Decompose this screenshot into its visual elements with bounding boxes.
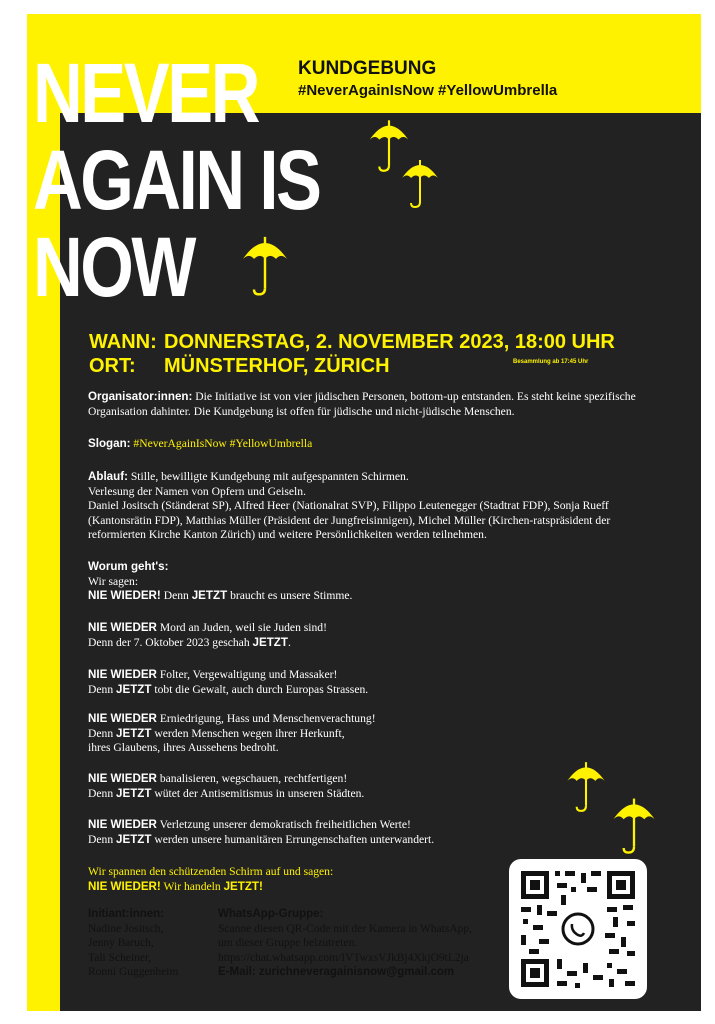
- qr-code[interactable]: [509, 859, 647, 999]
- block-text: Denn: [88, 832, 114, 846]
- kundgebung-title: KUNDGEBUNG: [298, 58, 437, 79]
- block-text: wütet der Antisemitismus in unseren Städten.: [154, 786, 365, 800]
- qr-code-image: [509, 859, 647, 999]
- nie-wieder-block: [88, 818, 648, 847]
- block-text: Denn: [88, 682, 114, 696]
- organizers-section: [88, 390, 648, 419]
- worum-label: Worum geht's:: [88, 560, 169, 573]
- initiator-name: Tali Scheiner,: [88, 951, 152, 964]
- initiator-name: Jenny Baruch,: [88, 937, 154, 950]
- nie-wieder-text: NIE WIEDER: [88, 772, 157, 785]
- worum-line: Wir sagen:: [88, 574, 139, 588]
- jetzt-text: JETZT: [252, 635, 288, 649]
- initiators-label: Initiant:innen:: [88, 908, 165, 920]
- wordmark-line: NEVER: [33, 46, 259, 140]
- block-text: Denn der 7. Oktober 2023 geschah: [88, 635, 250, 649]
- block-text: Denn: [88, 786, 114, 800]
- slogan-label: Slogan:: [88, 437, 131, 450]
- whatsapp-text: Scanne diesen QR-Code mit der Kamera in WhatsApp,: [218, 922, 472, 935]
- poster: [27, 14, 701, 1011]
- nie-wieder-text: NIE WIEDER!: [88, 879, 161, 893]
- gather-time: Besammlung ab 17:45 Uhr: [513, 359, 589, 365]
- block-text: Verletzung unserer demokratisch freiheitlichen Werte!: [159, 818, 411, 831]
- closing-section: [88, 865, 488, 894]
- nie-wieder-text: NIE WIEDER: [88, 668, 157, 681]
- ablauf-label: Ablauf:: [88, 470, 128, 483]
- closing-text: Wir handeln: [163, 879, 221, 893]
- ablauf-section: [88, 470, 648, 543]
- jetzt-text: JETZT: [116, 682, 152, 696]
- block-text: Folter, Vergewaltigung und Massaker!: [159, 668, 338, 681]
- wordmark-line: NOW: [33, 220, 194, 314]
- whatsapp-section: [218, 907, 508, 980]
- nie-wieder-block: [88, 621, 648, 650]
- jetzt-text: JETZT!: [223, 879, 263, 893]
- block-text: Mord an Juden, weil sie Juden sind!: [159, 621, 327, 634]
- whatsapp-icon: [563, 914, 593, 944]
- nie-wieder-text: NIE WIEDER!: [88, 589, 161, 603]
- event-info: [89, 330, 615, 378]
- umbrella-icon: [400, 156, 440, 210]
- block-text: Erniedrigung, Hass und Menschenverachtung!: [159, 712, 376, 725]
- ort-label: ORT:: [89, 355, 136, 377]
- slogan-text: #NeverAgainIsNow #YellowUmbrella: [133, 437, 313, 450]
- worum-text: braucht es unsere Stimme.: [230, 589, 353, 603]
- jetzt-text: JETZT: [191, 589, 228, 603]
- block-text: werden Menschen wegen ihrer Herkunft,: [154, 726, 345, 740]
- organizers-label: Organisator:innen:: [88, 390, 193, 403]
- ablauf-line: Verlesung der Namen von Opfern und Geiseln.: [88, 484, 306, 498]
- nie-wieder-text: NIE WIEDER: [88, 818, 157, 831]
- wann-label: WANN:: [89, 331, 157, 353]
- block-text: banalisieren, wegschauen, rechtfertigen!: [159, 772, 348, 785]
- event-place: MÜNSTERHOF, ZÜRICH: [164, 355, 390, 377]
- nie-wieder-block: [88, 712, 648, 756]
- umbrella-icon: [240, 232, 290, 298]
- worum-text: Denn: [163, 589, 189, 603]
- ablauf-line: Stille, bewilligte Kundgebung mit aufgespannten Schirmen.: [130, 470, 409, 483]
- slogan-section: [88, 437, 648, 452]
- jetzt-text: JETZT: [116, 832, 152, 846]
- ablauf-line: Daniel Jositsch (Ständerat SP), Alfred Heer (Nationalrat SVP), Filippo Leutenegger (Stadtrat FDP), Sonja Rueff (Kantonsrätin FDP), Matthias Müller (Präsident der Jungfreisinnigen), Michel Müller (Kirchen-ratspräsident der reformierten Kirche Kanton Zürich) und weitere Persönlichkeiten werden teilnehmen.: [88, 499, 611, 542]
- nie-wieder-text: NIE WIEDER: [88, 712, 157, 725]
- email-address[interactable]: E-Mail: zurichneveragainisnow@gmail.com: [218, 966, 455, 979]
- nie-wieder-block: [88, 668, 648, 697]
- worum-section: [88, 560, 648, 604]
- initiator-name: Ronni Guggenheim: [88, 966, 179, 979]
- whatsapp-label: WhatsApp-Gruppe:: [218, 908, 324, 920]
- block-text: Denn: [88, 726, 114, 740]
- nie-wieder-text: NIE WIEDER: [88, 621, 157, 634]
- block-text: tobt die Gewalt, auch durch Europas Strassen.: [154, 682, 369, 696]
- initiators-section: [88, 907, 208, 980]
- closing-line: Wir spannen den schützenden Schirm auf und sagen:: [88, 865, 334, 878]
- organizers-text: Die Initiative ist von vier jüdischen Personen, bottom-up entstanden. Es steht keine spezifische Organisation dahinter. Die Kundgebung ist offen für jüdische und nicht-jüdische Menschen.: [88, 390, 636, 418]
- jetzt-text: JETZT: [116, 726, 152, 740]
- nie-wieder-block: [88, 772, 648, 801]
- block-text: ihres Glaubens, ihres Aussehens bedroht.: [88, 741, 279, 755]
- block-text: .: [287, 635, 291, 649]
- block-text: werden unsere humanitären Errungenschaften unterwandert.: [154, 832, 435, 846]
- kundgebung-hashtags: #NeverAgainIsNow #YellowUmbrella: [298, 82, 558, 99]
- event-date: DONNERSTAG, 2. NOVEMBER 2023, 18:00 UHR: [164, 331, 615, 353]
- whatsapp-text: um dieser Gruppe beizutreten.: [218, 937, 358, 950]
- whatsapp-link[interactable]: https://chat.whatsapp.com/IVTwxsVJkBj4XkjO9tL2ja: [218, 951, 469, 964]
- wordmark-line: AGAIN IS: [33, 133, 320, 227]
- initiator-name: Nadine Jositsch,: [88, 922, 164, 935]
- jetzt-text: JETZT: [116, 786, 152, 800]
